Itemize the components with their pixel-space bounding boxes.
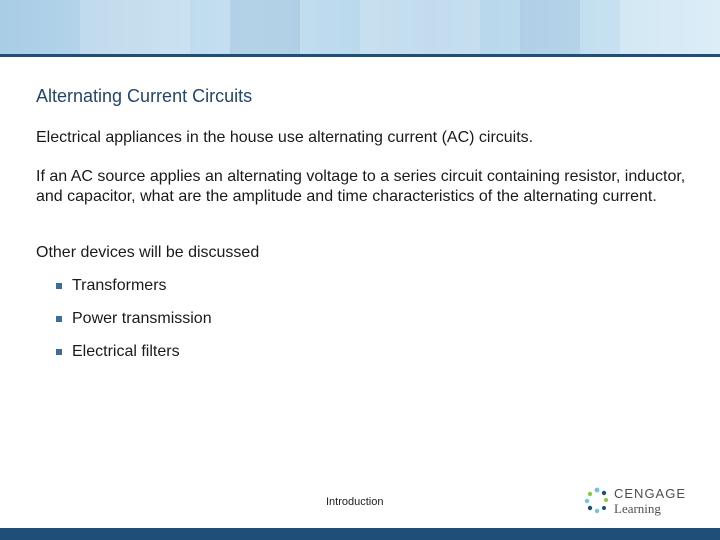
- header-tile: [620, 0, 720, 54]
- bullet-label: Power transmission: [72, 310, 212, 327]
- cengage-logo: [584, 484, 704, 520]
- square-bullet-icon: [56, 349, 62, 355]
- logo-text-cengage: CENGAGE: [614, 486, 687, 501]
- logo-text-learning: Learning: [614, 501, 661, 516]
- square-bullet-icon: [56, 283, 62, 289]
- bullet-label: Electrical filters: [72, 343, 180, 360]
- square-bullet-icon: [56, 316, 62, 322]
- header-tile: [80, 0, 190, 54]
- header-tile: [360, 0, 480, 54]
- footer-label: Introduction: [326, 496, 384, 508]
- footer-bar: [0, 528, 720, 540]
- header-band: [0, 0, 720, 54]
- bullet-list: [56, 276, 212, 375]
- bullet-item: [56, 309, 212, 342]
- bullet-item: [56, 276, 212, 309]
- header-tile: [230, 0, 300, 54]
- header-tile: [520, 0, 580, 54]
- bullet-item: [56, 342, 212, 375]
- cengage-dots-icon: [584, 486, 610, 514]
- paragraph-question: If an AC source applies an alternating voltage to a series circuit containing resistor, inductor, and capacitor, what are the amplitude and time characteristics of the alternating current.: [36, 168, 686, 205]
- slide-title: Alternating Current Circuits: [36, 86, 253, 106]
- paragraph-intro: Electrical appliances in the house use alternating current (AC) circuits.: [36, 129, 534, 146]
- bullet-label: Transformers: [72, 277, 167, 294]
- paragraph-devices: Other devices will be discussed: [36, 244, 260, 261]
- header-rule: [0, 54, 720, 57]
